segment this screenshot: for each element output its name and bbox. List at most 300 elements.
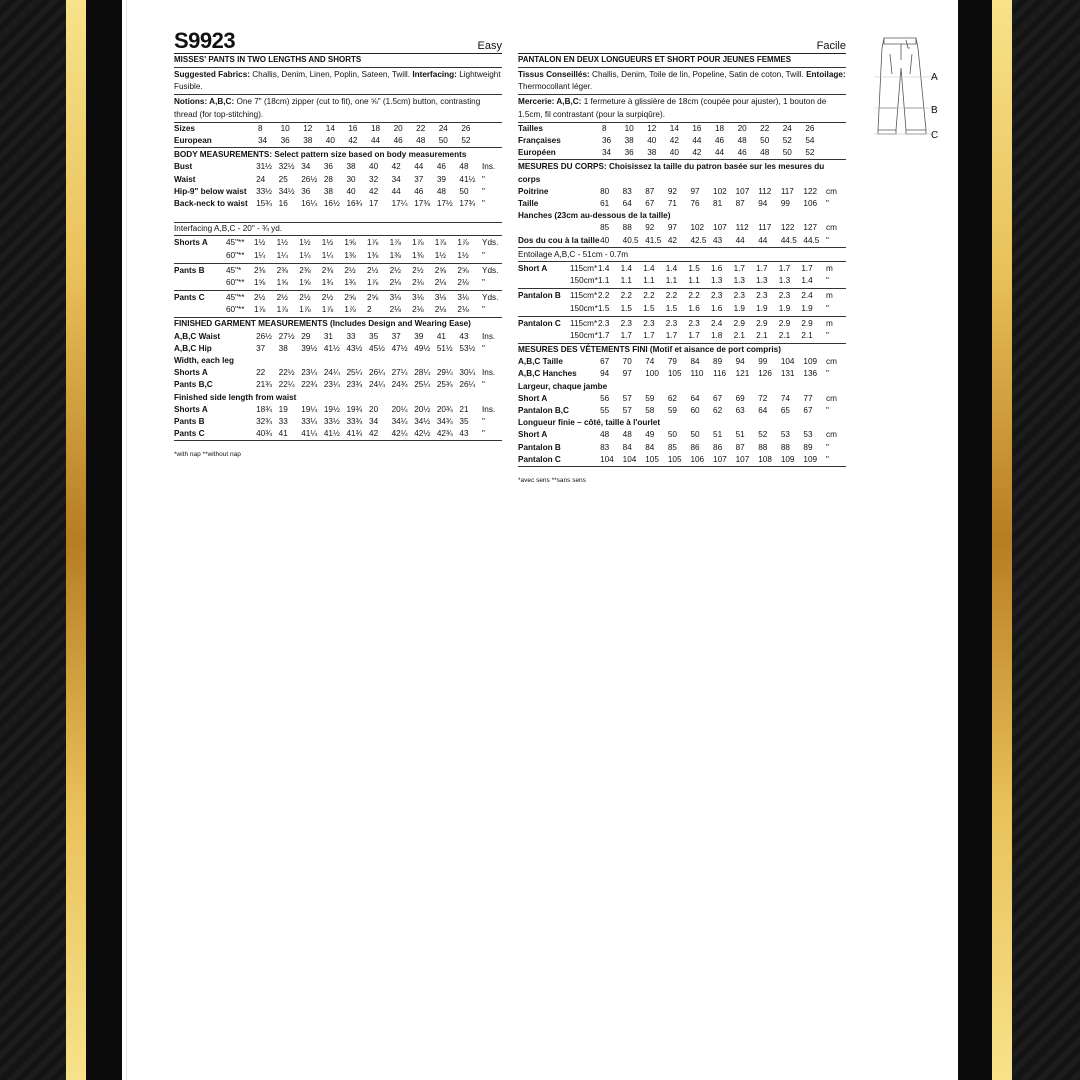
table-cell: 1¼ xyxy=(254,250,266,260)
table-cell: 32¾ xyxy=(256,417,272,427)
table-row xyxy=(174,404,502,416)
table-cell: 1.5 xyxy=(688,263,700,273)
table-cell: 34½ xyxy=(278,186,295,196)
table-cell: 16 xyxy=(278,198,288,208)
table-cell: 1¼ xyxy=(276,250,288,260)
table-cell: 64 xyxy=(758,406,768,416)
table-cell: 64 xyxy=(622,198,632,208)
unit: " xyxy=(826,442,829,452)
table-cell: 49 xyxy=(645,430,655,440)
table-cell: 67 xyxy=(713,393,723,403)
table-cell: 52 xyxy=(461,136,471,145)
table-cell: 104 xyxy=(622,454,637,464)
table-cell: 2.2 xyxy=(598,291,610,301)
table-cell: 26 xyxy=(461,123,471,133)
row-label: Taille xyxy=(518,198,539,208)
table-cell: 41½ xyxy=(459,174,476,184)
table-row xyxy=(518,263,846,275)
table-cell: 3⅛ xyxy=(389,293,401,303)
table-cell: 2.1 xyxy=(756,330,768,340)
table-cell: 102 xyxy=(690,223,705,233)
unit: Yds. xyxy=(482,293,499,303)
table-cell: 33½ xyxy=(256,186,272,196)
header-en xyxy=(174,28,502,54)
table-cell: 1.5 xyxy=(598,303,610,313)
table-cell: 46 xyxy=(414,186,424,196)
table-cell: 1⅜ xyxy=(366,250,379,260)
length-table-fr xyxy=(518,429,846,466)
row-label: Pants B,C xyxy=(174,380,213,390)
table-cell: 62 xyxy=(713,406,723,416)
table-cell: 41¾ xyxy=(346,429,363,439)
table-cell: 1⅝ xyxy=(254,277,266,287)
table-cell: 85 xyxy=(667,442,677,452)
table-cell: 34¼ xyxy=(391,417,408,427)
table-cell: 1.3 xyxy=(733,276,745,286)
table-cell: 1.6 xyxy=(710,303,723,313)
width-table-fr xyxy=(518,393,846,417)
table-cell: 48 xyxy=(622,430,632,440)
unit: m xyxy=(826,263,833,273)
table-cell: 48 xyxy=(416,136,426,145)
row-label: Waist xyxy=(174,174,196,184)
table-cell: 48 xyxy=(436,186,446,196)
table-cell: 2½ xyxy=(276,293,288,303)
table-cell: 1.5 xyxy=(665,303,678,313)
table-cell: 40.5 xyxy=(622,235,639,245)
table-cell: 136 xyxy=(803,369,818,379)
table-cell: 107 xyxy=(735,186,750,196)
table-cell: 2.3 xyxy=(733,291,745,301)
table-cell: 21 xyxy=(459,404,469,414)
table-cell: 2.4 xyxy=(710,318,723,328)
table-cell: 37 xyxy=(391,331,401,341)
fabric-width: 115cm* xyxy=(570,291,598,301)
table-cell: 1½ xyxy=(457,250,469,260)
table-cell: 2½ xyxy=(412,265,424,275)
table-row xyxy=(174,416,502,428)
table-cell: 44 xyxy=(735,235,745,245)
fabrics-paragraph-fr: Tissus Conseillés: Challis, Denim, Toile de lin, Popeline, Satin de coton, Twill. Entoilage: Thermocollant léger. xyxy=(518,68,846,95)
yardage-group xyxy=(518,262,846,289)
table-cell: 97 xyxy=(667,223,677,233)
row-label: Dos du cou à la taille xyxy=(518,235,600,245)
table-row xyxy=(174,304,502,316)
table-cell: 107 xyxy=(713,223,727,233)
table-cell: 50 xyxy=(459,186,469,196)
unit: " xyxy=(826,454,829,464)
table-cell: 1.7 xyxy=(756,263,768,273)
table-cell: 42 xyxy=(669,136,679,145)
table-cell: 17 xyxy=(369,198,379,208)
table-cell: 1¼ xyxy=(299,250,311,260)
table-cell: 122 xyxy=(803,186,818,196)
table-cell: 86 xyxy=(690,442,700,452)
table-cell: 1⅜ xyxy=(389,250,401,260)
table-row xyxy=(518,393,846,405)
table-cell: 1.3 xyxy=(710,276,723,286)
row-label: European xyxy=(174,136,212,145)
table-cell: 50 xyxy=(438,136,448,145)
table-cell: 53½ xyxy=(459,343,476,353)
table-cell: 117 xyxy=(758,223,772,233)
table-cell: 107 xyxy=(713,454,727,464)
table-cell: 3⅛ xyxy=(412,293,424,303)
table-cell: 44 xyxy=(714,148,725,158)
row-label xyxy=(174,277,226,289)
table-cell: 1.1 xyxy=(620,276,632,286)
paper-edge xyxy=(126,0,127,1080)
table-row xyxy=(174,265,502,277)
table-cell: 48 xyxy=(600,430,610,440)
table-cell: 40¾ xyxy=(256,429,272,439)
table-cell: 44 xyxy=(414,162,424,172)
unit: Ins. xyxy=(482,162,496,172)
table-cell: 2.9 xyxy=(801,318,813,328)
table-cell: 12 xyxy=(647,123,657,133)
table-cell: 31½ xyxy=(256,162,272,172)
table-cell: 1⅞ xyxy=(457,238,469,248)
table-cell: 23¼ xyxy=(323,380,340,390)
table-cell: 22¾ xyxy=(301,380,318,390)
table-cell: 24¼ xyxy=(369,380,385,390)
table-cell: 33 xyxy=(278,417,288,427)
table-cell: 76 xyxy=(690,198,700,208)
table-cell: 36 xyxy=(301,186,311,196)
table-cell: 92 xyxy=(667,186,677,196)
yardage-group xyxy=(174,264,502,291)
table-cell: 16¾ xyxy=(346,198,363,208)
unit: " xyxy=(482,186,485,196)
header-fr xyxy=(518,28,846,54)
table-cell: 34 xyxy=(301,162,311,172)
table-cell: 44.5 xyxy=(780,235,797,245)
table-cell: 29 xyxy=(301,331,311,341)
body-measurements-table-fr xyxy=(518,186,846,210)
table-cell: 48 xyxy=(737,136,747,145)
table-cell: 19½ xyxy=(323,404,340,414)
table-cell: 1⅞ xyxy=(321,305,334,315)
table-cell: 20½ xyxy=(414,404,431,414)
table-cell: 62 xyxy=(667,393,677,403)
table-cell: 10 xyxy=(624,123,634,133)
pattern-code: S9923 xyxy=(174,28,236,53)
table-cell: 65 xyxy=(780,406,790,416)
table-row xyxy=(518,198,846,210)
unit: Ins. xyxy=(482,368,496,378)
row-label: Pantalon B,C xyxy=(518,406,569,416)
table-cell: 1.9 xyxy=(733,303,745,313)
table-row xyxy=(174,331,502,343)
table-cell: 44.5 xyxy=(803,235,820,245)
table-cell: 1.7 xyxy=(665,330,678,340)
unit: Ins. xyxy=(482,404,496,414)
table-cell: 24 xyxy=(782,123,792,133)
unit: cm xyxy=(826,393,837,403)
fabric-width: 45"* xyxy=(226,265,242,275)
table-cell: 20 xyxy=(369,404,379,414)
hip-table-fr xyxy=(518,222,846,246)
table-cell: 26 xyxy=(805,123,815,133)
table-cell: 46 xyxy=(436,162,446,172)
unit: " xyxy=(482,174,485,184)
table-row xyxy=(518,275,846,287)
table-row xyxy=(174,367,502,379)
row-label: Pantalon C xyxy=(518,318,561,328)
table-cell: 127 xyxy=(803,223,818,233)
background-pattern-right xyxy=(1012,0,1080,1080)
unit: Ins. xyxy=(482,331,496,341)
table-cell: 35 xyxy=(459,417,469,427)
table-cell: 1⅞ xyxy=(412,238,424,248)
table-row xyxy=(174,343,502,355)
table-row xyxy=(518,303,846,315)
table-cell: 55 xyxy=(600,406,610,416)
table-cell: 94 xyxy=(735,357,745,367)
table-cell: 94 xyxy=(600,369,610,379)
table-cell: 42½ xyxy=(414,429,431,439)
unit: " xyxy=(482,417,485,427)
table-cell: 1.7 xyxy=(778,263,791,273)
table-row xyxy=(174,174,502,186)
table-cell: 49½ xyxy=(414,343,431,353)
table-cell: 43½ xyxy=(346,343,363,353)
yardage-table-fr xyxy=(518,262,846,344)
table-cell: 44 xyxy=(370,136,381,145)
table-cell: 1⅞ xyxy=(276,305,288,315)
table-cell: 40 xyxy=(600,235,610,245)
table-cell: 72 xyxy=(758,393,768,403)
table-cell: 34½ xyxy=(414,417,431,427)
table-cell: 44 xyxy=(391,186,401,196)
table-cell: 87 xyxy=(735,198,745,208)
unit: " xyxy=(482,429,485,439)
table-cell: 2.1 xyxy=(778,330,791,340)
table-cell: 84 xyxy=(622,442,632,452)
table-cell: 117 xyxy=(780,186,794,196)
table-cell: 14 xyxy=(669,123,679,133)
table-cell: 112 xyxy=(735,223,749,233)
table-cell: 2⅜ xyxy=(321,265,334,275)
table-cell: 2.3 xyxy=(665,318,678,328)
table-cell: 40 xyxy=(669,148,679,158)
fabric-width: 60"** xyxy=(226,250,245,260)
table-row xyxy=(174,186,502,198)
table-cell: 41.5 xyxy=(645,235,662,245)
table-cell: 2⅜ xyxy=(299,265,311,275)
table-cell: 34 xyxy=(258,136,268,145)
table-row xyxy=(174,428,502,440)
table-cell: 2.3 xyxy=(620,318,632,328)
difficulty-label: Easy xyxy=(477,40,502,52)
fabric-width: 150cm* xyxy=(570,303,598,313)
table-cell: 18 xyxy=(370,123,381,133)
table-row xyxy=(174,198,502,210)
table-row xyxy=(518,356,846,368)
table-cell: 1.7 xyxy=(688,330,700,340)
table-cell: 1.1 xyxy=(643,276,655,286)
row-label: Sizes xyxy=(174,123,195,133)
fabric-width: 60"** xyxy=(226,305,245,315)
frame-inner-right xyxy=(958,0,992,1080)
table-cell: 2.4 xyxy=(801,291,813,301)
table-row xyxy=(518,222,846,234)
table-cell: 87 xyxy=(735,442,745,452)
fabric-width: 150cm* xyxy=(570,330,598,340)
table-cell: 37 xyxy=(414,174,424,184)
table-cell: 109 xyxy=(803,454,818,464)
table-cell: 67 xyxy=(645,198,655,208)
table-cell: 19¼ xyxy=(301,404,318,414)
table-cell: 2⅝ xyxy=(344,293,356,303)
table-cell: 108 xyxy=(758,454,772,464)
row-label: Pants C xyxy=(174,429,205,439)
table-cell: 116 xyxy=(713,369,727,379)
table-cell: 1½ xyxy=(254,238,266,248)
table-cell: 45½ xyxy=(369,343,385,353)
table-cell: 17½ xyxy=(436,198,453,208)
table-cell: 22 xyxy=(416,123,426,133)
table-cell: 42 xyxy=(692,148,702,158)
table-cell: 2.1 xyxy=(733,330,745,340)
table-cell: 1.7 xyxy=(598,330,610,340)
row-label: Shorts A xyxy=(174,238,208,248)
table-cell: 2⅛ xyxy=(434,277,447,287)
table-cell: 22½ xyxy=(278,368,295,378)
table-cell: 2⅛ xyxy=(457,277,469,287)
table-cell: 3⅛ xyxy=(457,293,469,303)
table-row xyxy=(518,147,846,159)
table-cell: 1½ xyxy=(434,250,447,260)
size-table xyxy=(174,123,502,147)
table-cell: 2.3 xyxy=(778,291,791,301)
unit: m xyxy=(826,291,833,301)
table-cell: 27½ xyxy=(278,331,295,341)
table-cell: 42 xyxy=(348,136,358,145)
table-cell: 63 xyxy=(735,406,745,416)
table-cell: 102 xyxy=(713,186,727,196)
table-cell: 35 xyxy=(369,331,379,341)
unit: " xyxy=(482,277,485,287)
table-cell: 22 xyxy=(760,123,770,133)
row-label xyxy=(174,250,226,262)
difficulty-label-fr: Facile xyxy=(816,40,846,52)
table-cell: 42.5 xyxy=(690,235,707,245)
table-cell: 41½ xyxy=(323,429,340,439)
table-cell: 2.2 xyxy=(665,291,678,301)
unit: " xyxy=(826,303,829,313)
table-cell: 2.3 xyxy=(688,318,700,328)
table-cell: 1.9 xyxy=(756,303,768,313)
table-cell: 39 xyxy=(414,331,424,341)
table-row xyxy=(174,379,502,391)
table-cell: 2⅝ xyxy=(366,293,379,303)
table-cell: 2.9 xyxy=(778,318,791,328)
row-label: Pants B xyxy=(174,417,205,427)
gold-frame-right xyxy=(992,0,1012,1080)
table-cell: 88 xyxy=(758,442,768,452)
table-cell: 19 xyxy=(278,404,288,414)
table-cell: 44 xyxy=(692,136,702,145)
width-title: Width, each leg xyxy=(174,356,234,366)
french-column xyxy=(518,28,846,487)
table-cell: 2⅝ xyxy=(457,265,469,275)
table-cell: 2½ xyxy=(299,293,311,303)
table-cell: 112 xyxy=(758,186,772,196)
table-cell: 87 xyxy=(645,186,655,196)
table-cell: 79 xyxy=(667,357,677,367)
table-cell: 26¼ xyxy=(459,380,476,390)
table-cell: 27¼ xyxy=(391,368,408,378)
table-cell: 25¾ xyxy=(436,380,453,390)
table-cell: 1⅜ xyxy=(412,250,424,260)
table-cell: 1⅝ xyxy=(299,277,311,287)
table-cell: 57 xyxy=(622,393,632,403)
notions-paragraph-fr: Mercerie: A,B,C: 1 fermeture à glissière de 18cm (coupée pour ajuster), 1 bouton de 1.5cm, fil contrastant (pour la surpiqûre). xyxy=(518,95,846,122)
yardage-group xyxy=(518,289,846,316)
frame-inner-left xyxy=(86,0,122,1080)
unit: m xyxy=(826,318,833,328)
width-table xyxy=(174,367,502,391)
table-cell: 88 xyxy=(622,223,632,233)
row-label xyxy=(174,304,226,316)
row-label xyxy=(518,303,570,315)
table-cell: 60 xyxy=(690,406,700,416)
table-cell: 70 xyxy=(622,357,632,367)
table-cell: 99 xyxy=(780,198,790,208)
table-cell: 80 xyxy=(600,186,610,196)
table-cell: 50 xyxy=(782,148,792,158)
yardage-group xyxy=(174,236,502,263)
table-cell: 22 xyxy=(256,368,266,378)
table-cell: 1⅞ xyxy=(299,305,311,315)
unit: " xyxy=(826,198,829,208)
table-cell: 20¼ xyxy=(391,404,408,414)
table-cell: 2.2 xyxy=(620,291,632,301)
table-cell: 2½ xyxy=(344,265,356,275)
table-cell: 24¾ xyxy=(391,380,408,390)
table-cell: 33¼ xyxy=(301,417,318,427)
table-cell: 38 xyxy=(624,136,634,145)
table-cell: 52 xyxy=(782,136,792,145)
table-cell: 36 xyxy=(624,148,634,158)
hip-title-fr: Hanches (23cm au-dessous de la taille) xyxy=(518,211,671,221)
row-label: Pants C xyxy=(174,293,205,303)
unit: " xyxy=(482,305,485,315)
table-cell: 1.1 xyxy=(598,276,610,286)
table-cell: 46 xyxy=(393,136,403,145)
row-label: A,B,C Waist xyxy=(174,331,221,341)
fabric-width: 45"** xyxy=(226,293,245,303)
table-row xyxy=(518,368,846,380)
fabric-width: 115cm* xyxy=(570,263,598,273)
table-cell: 18¾ xyxy=(256,404,272,414)
table-row xyxy=(518,405,846,417)
table-cell: 10 xyxy=(280,123,290,133)
table-row xyxy=(174,161,502,173)
table-cell: 28 xyxy=(323,174,333,184)
table-cell: 17¾ xyxy=(459,198,476,208)
row-label: Bust xyxy=(174,162,193,172)
table-cell: 8 xyxy=(258,123,263,133)
table-cell: 2⅛ xyxy=(412,277,424,287)
table-cell: 20 xyxy=(737,123,747,133)
table-cell: 28¼ xyxy=(414,368,431,378)
table-cell: 57 xyxy=(622,406,632,416)
table-cell: 24¼ xyxy=(323,368,340,378)
table-cell: 105 xyxy=(667,454,682,464)
pants-technical-sketch xyxy=(870,34,946,144)
